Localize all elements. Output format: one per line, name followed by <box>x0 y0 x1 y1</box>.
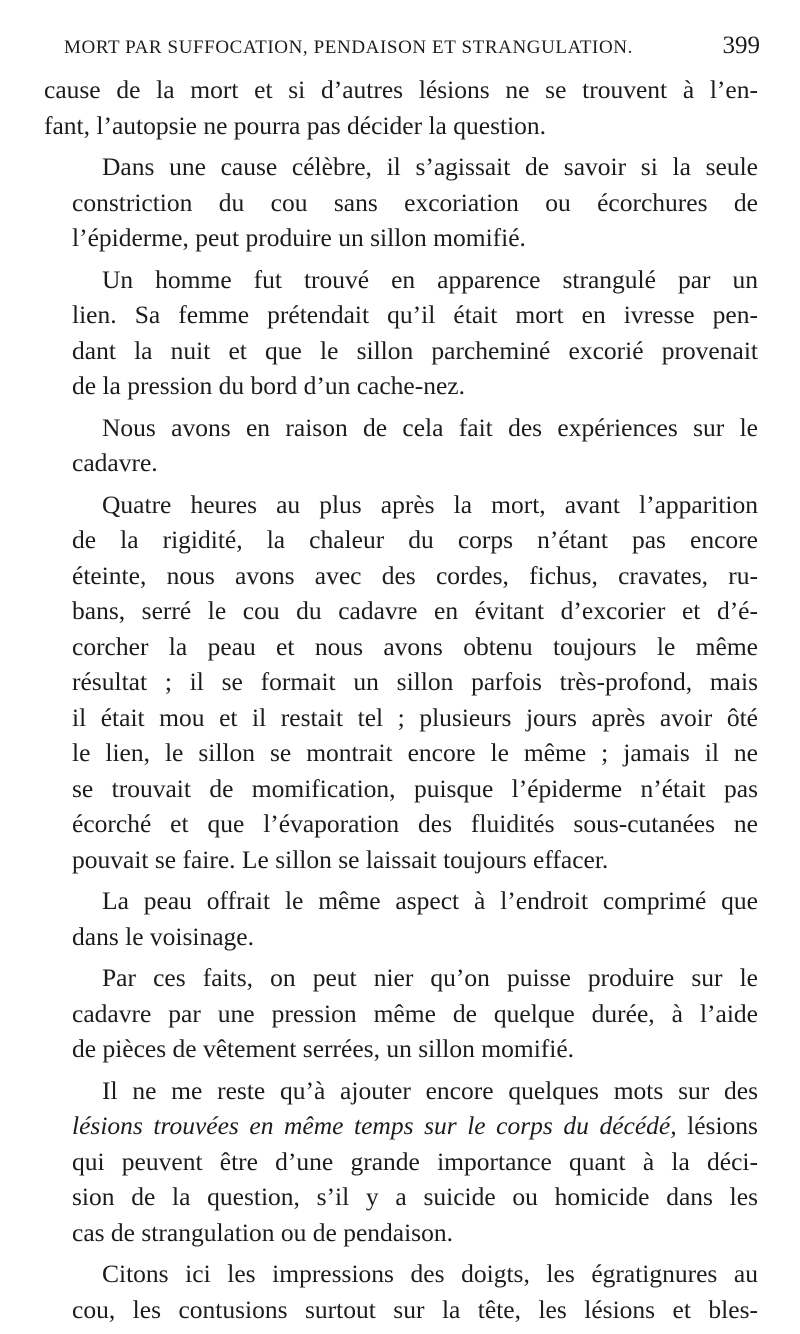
paragraph-4 <box>44 410 758 481</box>
text-line: résultat ; il se formait un sillon parfois très-profond, mais <box>72 667 758 696</box>
italic-phrase: lésions trouvées en même temps sur le corps du décédé, <box>72 1111 677 1140</box>
text-line: Quatre heures au plus après la mort, avant l’apparition <box>102 489 758 519</box>
body-text <box>44 72 758 1327</box>
text-line: pouvait se faire. Le sillon se laissait toujours effacer. <box>72 844 609 874</box>
text-line: constriction du cou sans excoriation ou écorchures de <box>72 187 758 217</box>
roman-tail: lésions <box>676 1111 758 1140</box>
paragraph-3 <box>44 262 758 404</box>
text-line: se trouvait de momification, puisque l’épiderme n’était pas <box>72 773 758 803</box>
paragraph-5 <box>44 487 758 878</box>
text-line: lien. Sa femme prétendait qu’il était mort en ivresse pen- <box>72 300 758 329</box>
text-line: de la rigidité, la chaleur du corps n’étant pas encore <box>72 525 758 554</box>
text-line: corcher la peau et nous avons obtenu toujours le même <box>72 631 758 661</box>
text-line-with-italic <box>44 1108 758 1144</box>
paragraph-6 <box>44 883 758 954</box>
running-head-title: MORT PAR SUFFOCATION, PENDAISON ET STRANGULATION. <box>64 37 633 58</box>
paragraph-9 <box>44 1256 758 1327</box>
text-line: Un homme fut trouvé en apparence strangulé par un <box>102 264 758 294</box>
text-line: cou, les contusions surtout sur la tête, les lésions et bles- <box>72 1294 758 1324</box>
paragraph-8 <box>44 1073 758 1251</box>
text-line: écorché et que l’évaporation des fluidités sous-cutanées ne <box>72 809 758 838</box>
text-line: Dans une cause célèbre, il s’agissait de savoir si la seule <box>102 152 758 181</box>
text-line: cause de la mort et si d’autres lésions ne se trouvent à l’en- <box>44 75 758 104</box>
text-line: qui peuvent être d’une grande importance quant à la déci- <box>72 1146 758 1176</box>
text-line: dans le voisinage. <box>72 921 254 951</box>
paragraph-2 <box>44 149 758 256</box>
text-line: dant la nuit et que le sillon parcheminé excorié provenait <box>72 335 758 365</box>
paragraph-1 <box>44 72 758 143</box>
text-line: Nous avons en raison de cela fait des expériences sur le <box>102 412 758 442</box>
text-line: sion de la question, s’il y a suicide ou homicide dans les <box>72 1182 758 1211</box>
text-line: il était mou et il restait tel ; plusieurs jours après avoir ôté <box>72 702 758 732</box>
page-number: 399 <box>722 32 760 59</box>
running-head <box>64 32 760 72</box>
text-line: éteinte, nous avons avec des cordes, fichus, cravates, ru- <box>72 560 758 590</box>
text-line: Par ces faits, on peut nier qu’on puisse produire sur le <box>102 963 758 992</box>
text-line: le lien, le sillon se montrait encore le même ; jamais il ne <box>72 738 758 767</box>
text-line: de pièces de vêtement serrées, un sillon momifié. <box>72 1034 575 1063</box>
text-line: cas de strangulation ou de pendaison. <box>72 1217 453 1247</box>
text-line: cadavre par une pression même de quelque durée, à l’aide <box>72 998 758 1028</box>
text-line: l’épiderme, peut produire un sillon momifié. <box>72 223 526 252</box>
text-line: cadavre. <box>72 448 158 477</box>
text-line: Il ne me reste qu’à ajouter encore quelques mots sur des <box>102 1075 758 1105</box>
text-line: de la pression du bord d’un cache-nez. <box>72 371 465 400</box>
text-line: La peau offrait le même aspect à l’endroit comprimé que <box>102 886 758 915</box>
text-line: bans, serré le cou du cadavre en évitant d’excorier et d’é- <box>72 596 758 625</box>
text-line: fant, l’autopsie ne pourra pas décider la question. <box>44 110 547 140</box>
text-line: Citons ici les impressions des doigts, les égratignures au <box>102 1259 758 1288</box>
paragraph-7 <box>44 960 758 1067</box>
